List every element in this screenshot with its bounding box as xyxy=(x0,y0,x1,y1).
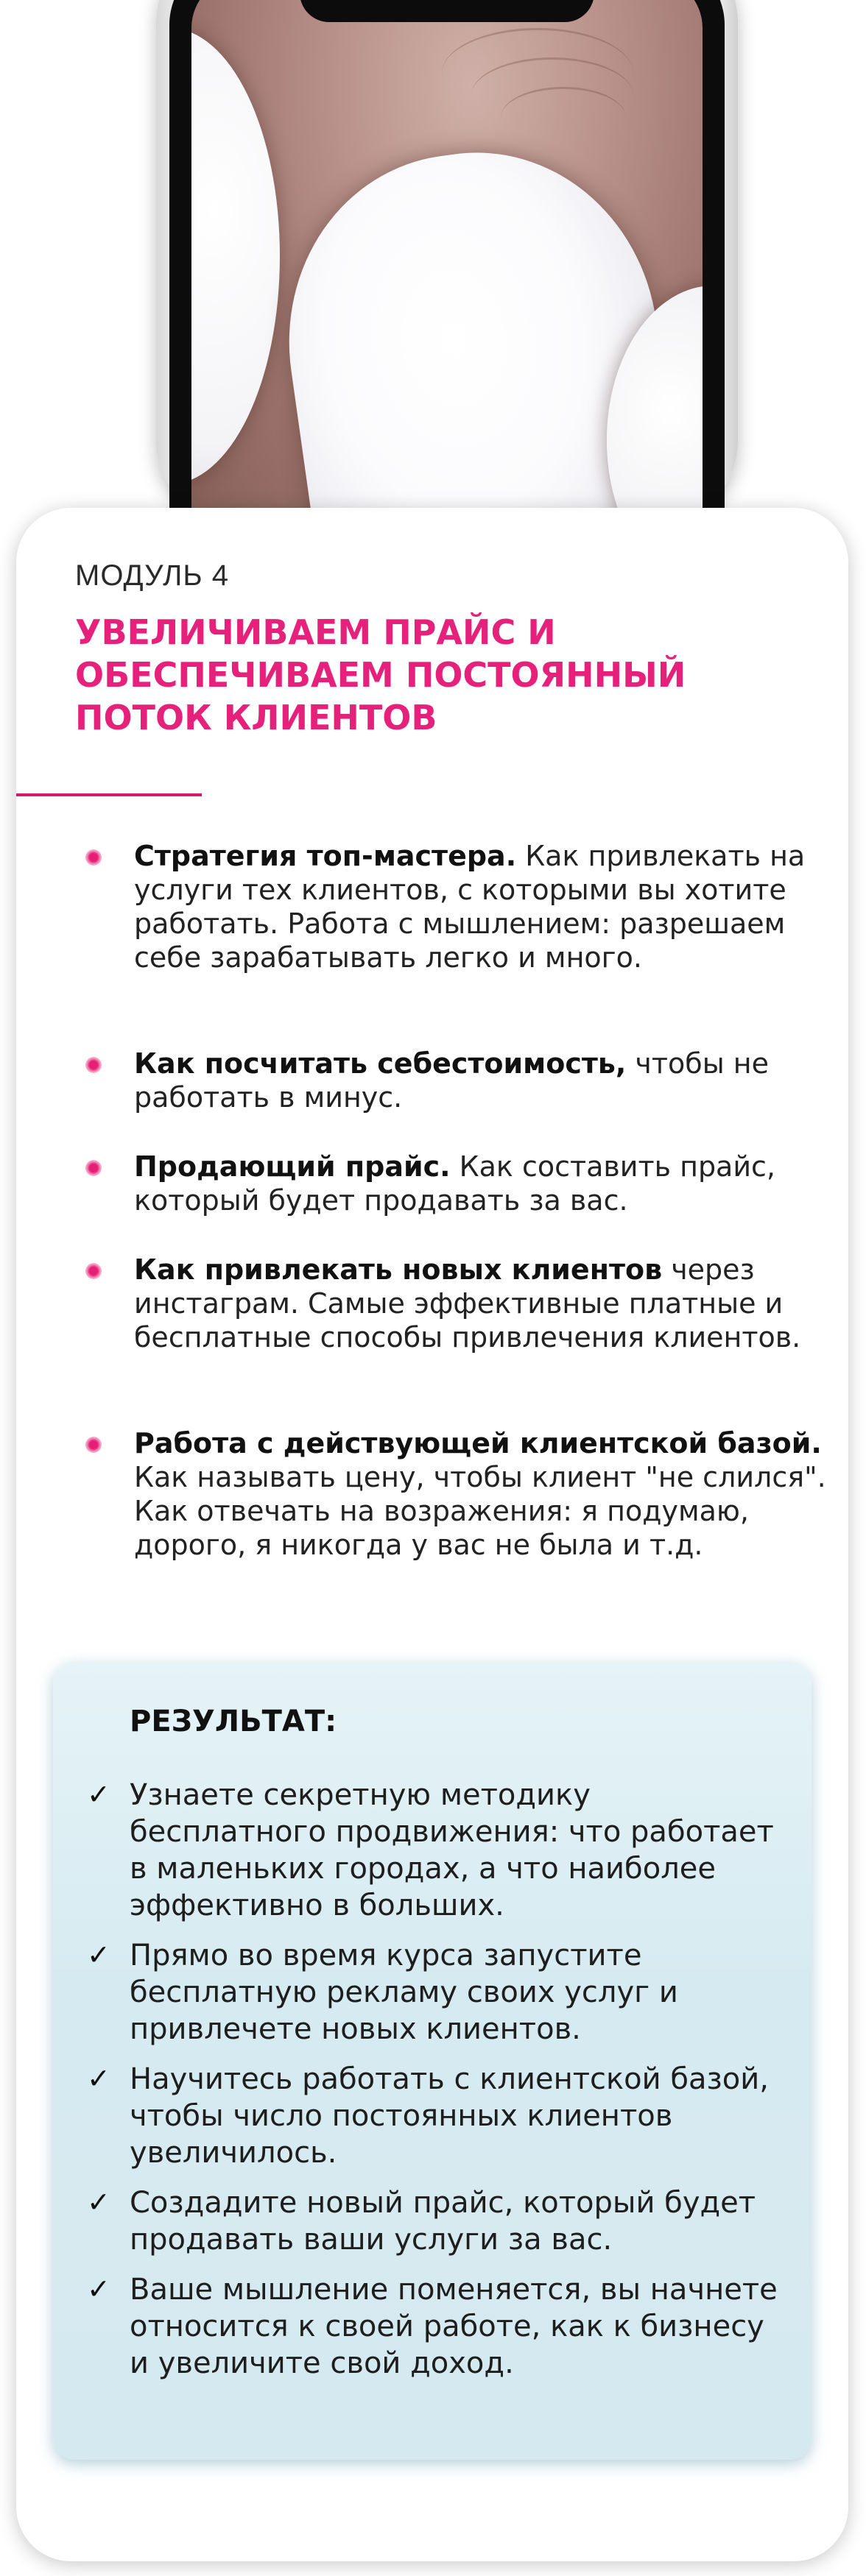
topic-description: Как называть цену, чтобы клиент "не слился". Как отвечать на возражения: я подумаю, дорого, я никогда у вас не была и т.д. xyxy=(134,1461,826,1561)
topic-heading: Как привлекать новых клиентов xyxy=(134,1253,663,1286)
module-label: МОДУЛЬ 4 xyxy=(75,559,230,592)
topic-description: Как привлекать на услуги тех клиентов, с которыми вы хотите работать. Работа с мышлением: разрешаем себе зарабатывать легко и много. xyxy=(134,840,806,974)
bullet-dot-icon xyxy=(85,1057,102,1073)
phone-notch xyxy=(300,0,594,22)
topic-heading: Работа с действующей клиентской базой. xyxy=(134,1427,822,1459)
title-divider xyxy=(16,793,202,796)
phone-mockup-image xyxy=(156,0,738,523)
topic-description: Как составить прайс, который будет продавать за вас. xyxy=(134,1150,776,1217)
topic-description: чтобы не работать в минус. xyxy=(134,1047,769,1114)
nail-left xyxy=(191,28,280,484)
topic-heading: Как посчитать себестоимость, xyxy=(134,1047,627,1080)
checkmark-icon: ✓ xyxy=(87,2273,110,2305)
topic-text xyxy=(134,1047,834,1114)
checkmark-icon: ✓ xyxy=(87,2062,110,2095)
module-title: УВЕЛИЧИВАЕМ ПРАЙС И ОБЕСПЕЧИВАЕМ ПОСТОЯННЫЙ ПОТОК КЛИЕНТОВ xyxy=(75,612,686,737)
bullet-dot-icon xyxy=(85,1160,102,1176)
bullet-dot-icon xyxy=(85,849,102,866)
checkmark-icon: ✓ xyxy=(87,1778,110,1811)
result-item: Прямо во время курса запустите бесплатную рекламу своих услуг и привлечете новых клиентов. xyxy=(130,1939,678,2046)
result-box xyxy=(53,1662,812,2460)
result-item: Узнаете секретную методику бесплатного продвижения: что работает в маленьких городах, а что наиболее эффективно в больших. xyxy=(130,1778,774,1922)
result-item: Ваше мышление поменяется, вы начнете относится к своей работе, как к бизнесу и увеличите свой доход. xyxy=(130,2273,778,2380)
topic-heading: Продающий прайс. xyxy=(134,1150,451,1183)
topic-text xyxy=(134,1426,834,1562)
topic-text xyxy=(134,1150,834,1217)
result-title: РЕЗУЛЬТАТ: xyxy=(130,1705,337,1738)
bullet-dot-icon xyxy=(85,1437,102,1453)
result-item: Научитесь работать с клиентской базой, чтобы число постоянных клиентов увеличилось. xyxy=(130,2062,769,2170)
topic-heading: Стратегия топ-мастера. xyxy=(134,840,517,872)
result-item: Создадите новый прайс, который будет продавать ваши услуги за вас. xyxy=(130,2186,756,2257)
manicure-photo xyxy=(191,0,703,523)
topic-text xyxy=(134,839,834,974)
checkmark-icon: ✓ xyxy=(87,2186,110,2218)
topic-description: через инстаграм. Самые эффективные платные и бесплатные способы привлечения клиентов. xyxy=(134,1253,801,1354)
module-card xyxy=(16,508,848,2561)
topic-text xyxy=(134,1253,834,1354)
checkmark-icon: ✓ xyxy=(87,1939,110,1971)
bullet-dot-icon xyxy=(85,1263,102,1279)
